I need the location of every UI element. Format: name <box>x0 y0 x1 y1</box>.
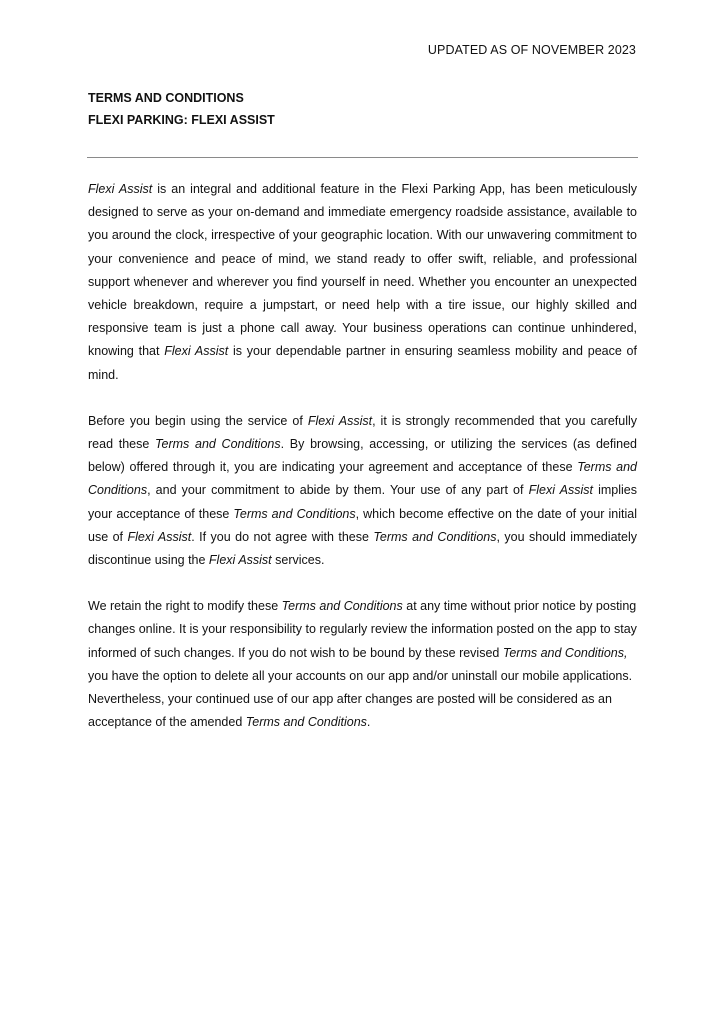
italic-term: Flexi Assist <box>88 182 153 196</box>
italic-term: Flexi Assist <box>528 483 593 498</box>
text-run: you have the option to delete all your accounts on our app and/or uninstall our mobile applications. Nevertheless, your continued use of our app after changes are posted will be considered as an acceptance of the amended <box>88 668 633 730</box>
text-run: Before you begin using the service of <box>88 413 308 428</box>
document-subtitle: FLEXI PARKING: FLEXI ASSIST <box>88 113 275 127</box>
italic-term: Terms and Conditions <box>88 460 638 498</box>
header-divider <box>87 157 638 158</box>
text-run: is your dependable partner in ensuring seamless mobility and peace of mind. <box>88 344 637 382</box>
italic-term: Terms and Conditions, <box>502 645 628 660</box>
italic-term: Terms and Conditions <box>155 437 281 452</box>
paragraph-modification <box>88 595 637 734</box>
text-run: services. <box>271 553 325 568</box>
document-body <box>88 178 637 757</box>
italic-term: Terms and Conditions <box>233 506 356 521</box>
updated-date: UPDATED AS OF NOVEMBER 2023 <box>427 43 636 57</box>
text-run: , it is strongly recommended that you carefully read these <box>88 413 638 452</box>
text-run: . <box>366 715 371 730</box>
italic-term: Flexi Assist <box>307 413 373 428</box>
italic-term: Flexi Assist <box>208 553 272 568</box>
italic-term: Terms and Conditions <box>373 529 497 544</box>
italic-term: Flexi Assist <box>127 529 192 544</box>
text-run: implies your acceptance of these <box>88 483 637 521</box>
document-title: TERMS AND CONDITIONS <box>88 91 244 105</box>
text-run: , which become effective on the date of your initial use of <box>88 506 637 544</box>
italic-term: Terms and Conditions <box>281 599 403 614</box>
italic-term: Terms and Conditions <box>245 715 367 730</box>
text-run: at any time without prior notice by posting changes online. It is your responsibility to regularly review the information posted on the app to stay informed of such changes. If you do not wish to be bound by these revised <box>88 599 637 660</box>
text-run: , you should immediately discontinue using the <box>88 529 637 568</box>
text-run: is an integral and additional feature in the Flexi Parking App, has been meticulously designed to serve as your on-demand and immediate emergency roadside assistance, available to you around the clock, irrespective of your geographic location. With our unwavering commitment to your convenience and peace of mind, we stand ready to offer swift, reliable, and professional support whenever and wherever you find yourself in need. Whether you encounter an unexpected vehicle breakdown, require a jumpstart, or need help with a tire issue, our highly skilled and responsive team is just a phone call away. Your business operations can continue unhindered, knowing that <box>88 182 637 359</box>
paragraph-acceptance <box>88 410 637 572</box>
text-run: We retain the right to modify these <box>88 599 282 614</box>
text-run: . If you do not agree with these <box>191 529 374 544</box>
text-run: . By browsing, accessing, or utilizing the services (as defined below) offered through it, you are indicating your agreement and acceptance of these <box>88 437 637 475</box>
document-header <box>88 87 275 131</box>
italic-term: Flexi Assist <box>164 344 229 359</box>
text-run: , and your commitment to abide by them. Your use of any part of <box>147 483 529 498</box>
paragraph-intro <box>88 178 637 387</box>
